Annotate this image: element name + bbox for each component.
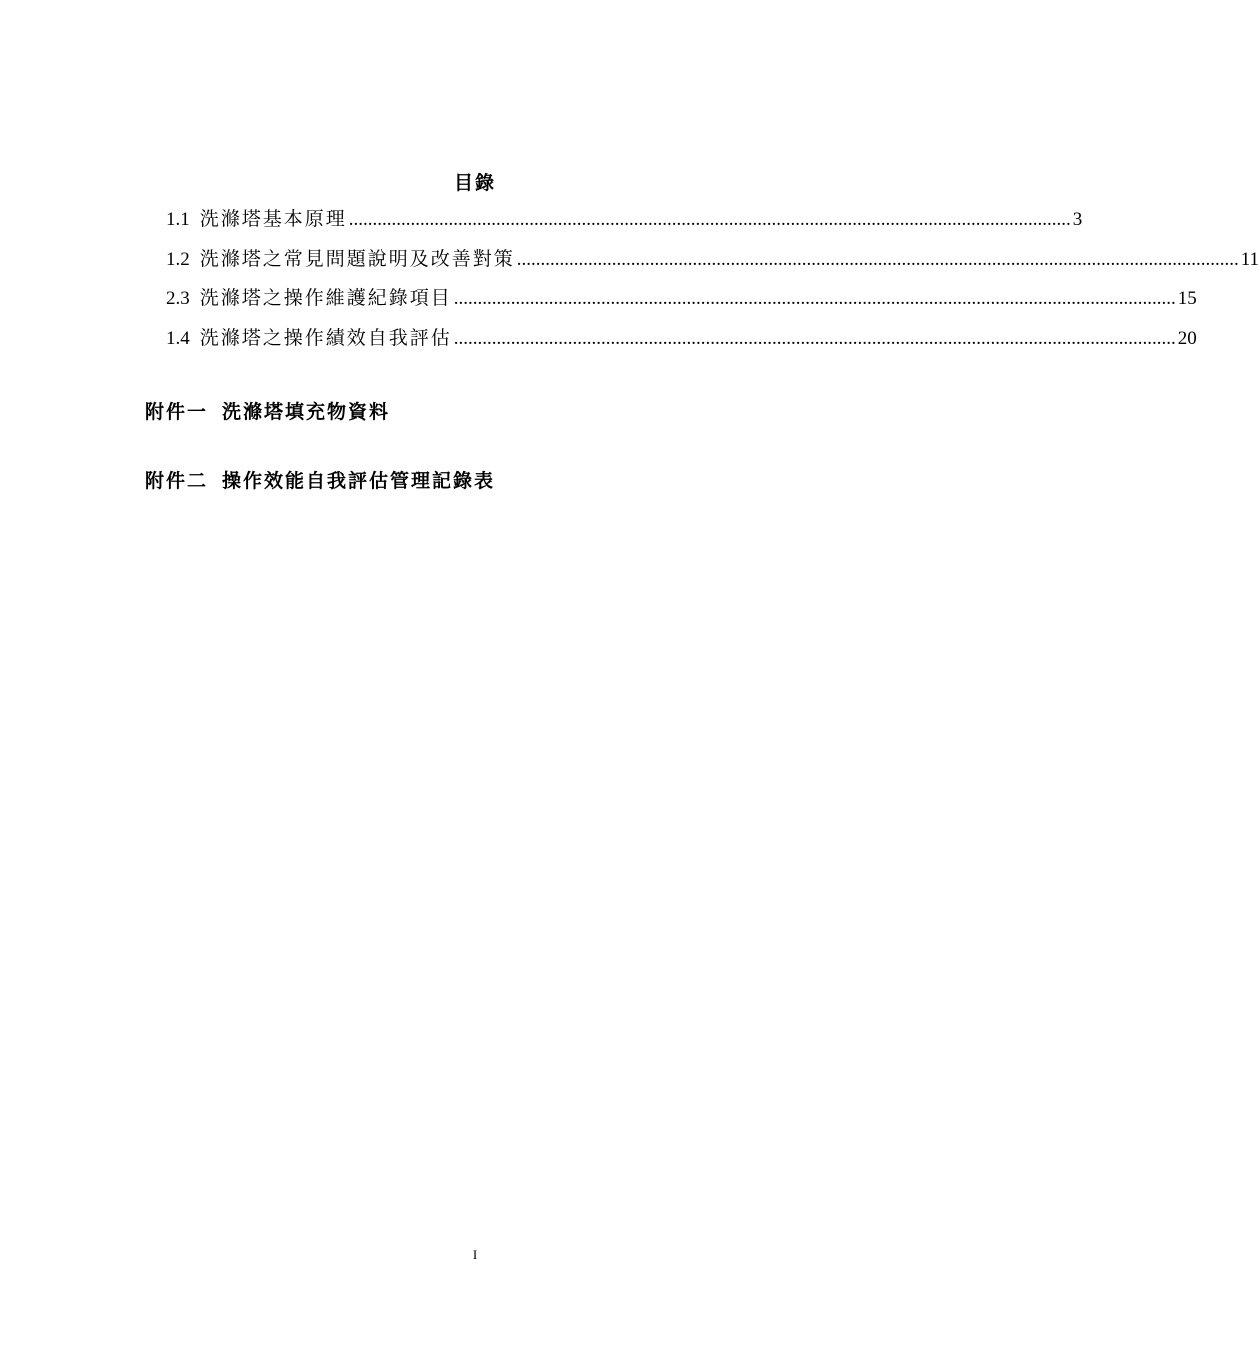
appendix-label: 附件二 xyxy=(145,470,209,492)
toc-dot-leader: ........................................................................................................................................................ xyxy=(348,209,1071,230)
appendix-title: 洗滌塔填充物資料 xyxy=(222,401,391,423)
toc-entry-number: 2.3 xyxy=(166,288,190,309)
toc-dot-leader: ........................................................................................................................................................ xyxy=(516,248,1239,270)
toc-entry-label: 洗滌塔之常見問題說明及改善對策 xyxy=(199,247,515,270)
toc-dot-leader: ........................................................................................................................................................ xyxy=(453,327,1176,349)
toc-entry-label: 洗滌塔之操作維護紀錄項目 xyxy=(199,287,452,309)
toc-entry-label: 洗滌塔基本原理 xyxy=(199,208,347,230)
toc-entry-page: 3 xyxy=(1072,209,1083,230)
toc-dot-leader: ........................................................................................................................................................ xyxy=(453,288,1176,309)
toc-list xyxy=(166,203,1259,361)
appendix-label: 附件一 xyxy=(145,401,209,423)
page-number: I xyxy=(472,1247,478,1262)
toc-entry-1[interactable] xyxy=(166,203,1083,243)
appendix-1[interactable] xyxy=(145,397,390,424)
toc-entry-page: 20 xyxy=(1177,327,1197,349)
appendix-title: 操作效能自我評估管理記錄表 xyxy=(222,470,496,492)
toc-entry-3[interactable] xyxy=(166,282,1197,322)
toc-entry-2[interactable] xyxy=(166,243,1259,283)
appendix-2[interactable] xyxy=(145,466,495,493)
toc-entry-number: 1.2 xyxy=(166,248,190,270)
toc-entry-page: 11 xyxy=(1240,248,1259,270)
toc-entry-4[interactable] xyxy=(166,322,1197,362)
toc-title: 目錄 xyxy=(453,172,496,194)
toc-entry-label: 洗滌塔之操作績效自我評估 xyxy=(199,326,452,349)
toc-entry-page: 15 xyxy=(1177,288,1197,309)
toc-entry-number: 1.1 xyxy=(166,209,190,230)
toc-entry-number: 1.4 xyxy=(166,327,190,349)
